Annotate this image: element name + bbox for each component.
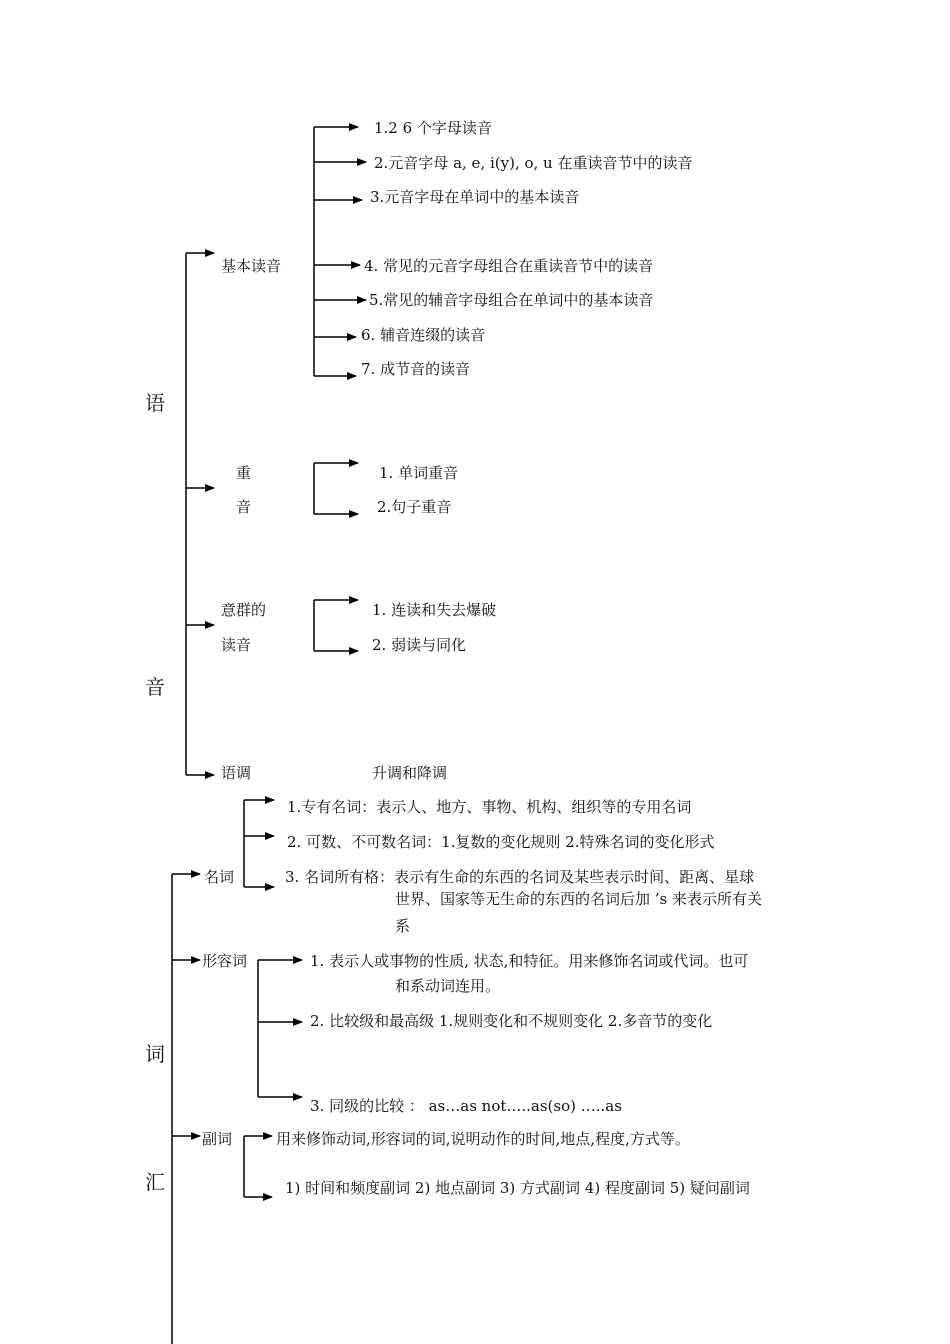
basic-item-4: 4. 常见的元音字母组合在重读音节中的读音 (364, 257, 654, 275)
basic-reading-label: 基本读音 (221, 257, 282, 275)
basic-item-1: 1.2 6 个字母读音 (374, 119, 492, 137)
basic-item-2: 2.元音字母 a, e, i(y), o, u 在重读音节中的读音 (374, 154, 693, 172)
sense-group-item-2: 2. 弱读与同化 (372, 636, 467, 654)
adverb-label: 副词 (202, 1130, 233, 1148)
noun-item-3-line-1: 3. 名词所有格：表示有生命的东西的名词及某些表示时间、距离、星球 (285, 868, 755, 886)
adjective-item-2: 2. 比较级和最高级 1.规则变化和不规则变化 2.多音节的变化 (310, 1012, 713, 1030)
basic-item-3: 3.元音字母在单词中的基本读音 (370, 188, 580, 206)
stress-item-2: 2.句子重音 (377, 498, 452, 516)
adjective-item-1-line-1: 1. 表示人或事物的性质, 状态,和特征。用来修饰名词或代词。也可 (310, 952, 749, 970)
phonetics-title-char-1: 语 (145, 391, 165, 415)
sense-group-label-line-2: 读音 (221, 636, 252, 654)
phonetics-title-char-2: 音 (145, 675, 165, 699)
sense-group-label-line-1: 意群的 (221, 601, 267, 619)
adjective-label: 形容词 (202, 952, 248, 970)
noun-item-2: 2. 可数、不可数名词：1.复数的变化规则 2.特殊名词的变化形式 (287, 833, 715, 851)
noun-item-1: 1.专有名词：表示人、地方、事物、机构、组织等的专用名词 (287, 798, 692, 816)
intonation-label: 语调 (221, 764, 252, 782)
basic-item-5: 5.常见的辅音字母组合在单词中的基本读音 (369, 291, 654, 309)
noun-item-3-line-2: 世界、国家等无生命的东西的名词后加 ’s 来表示所有关 (395, 890, 763, 908)
adjective-item-1-line-2: 和系动词连用。 (395, 977, 501, 995)
sense-group-item-1: 1. 连读和失去爆破 (372, 601, 497, 619)
adjective-item-3: 3. 同级的比较 ： as…as not…..as(so) …..as (310, 1097, 622, 1115)
basic-item-7: 7. 成节音的读音 (361, 360, 471, 378)
stress-label-char-2: 音 (236, 498, 252, 516)
vocabulary-title-char-2: 汇 (145, 1170, 165, 1194)
noun-label: 名词 (204, 868, 235, 886)
noun-item-3-line-3: 系 (395, 917, 411, 935)
adverb-item-1: 用来修饰动词,形容词的词,说明动作的时间,地点,程度,方式等。 (276, 1130, 690, 1148)
intonation-item: 升调和降调 (372, 764, 448, 782)
adverb-item-2: 1) 时间和频度副词 2) 地点副词 3) 方式副词 4) 程度副词 5) 疑问副词 (285, 1179, 750, 1197)
stress-label-char-1: 重 (236, 464, 252, 482)
basic-item-6: 6. 辅音连缀的读音 (361, 326, 486, 344)
vocabulary-title-char-1: 词 (145, 1042, 165, 1066)
stress-item-1: 1. 单词重音 (379, 464, 459, 482)
